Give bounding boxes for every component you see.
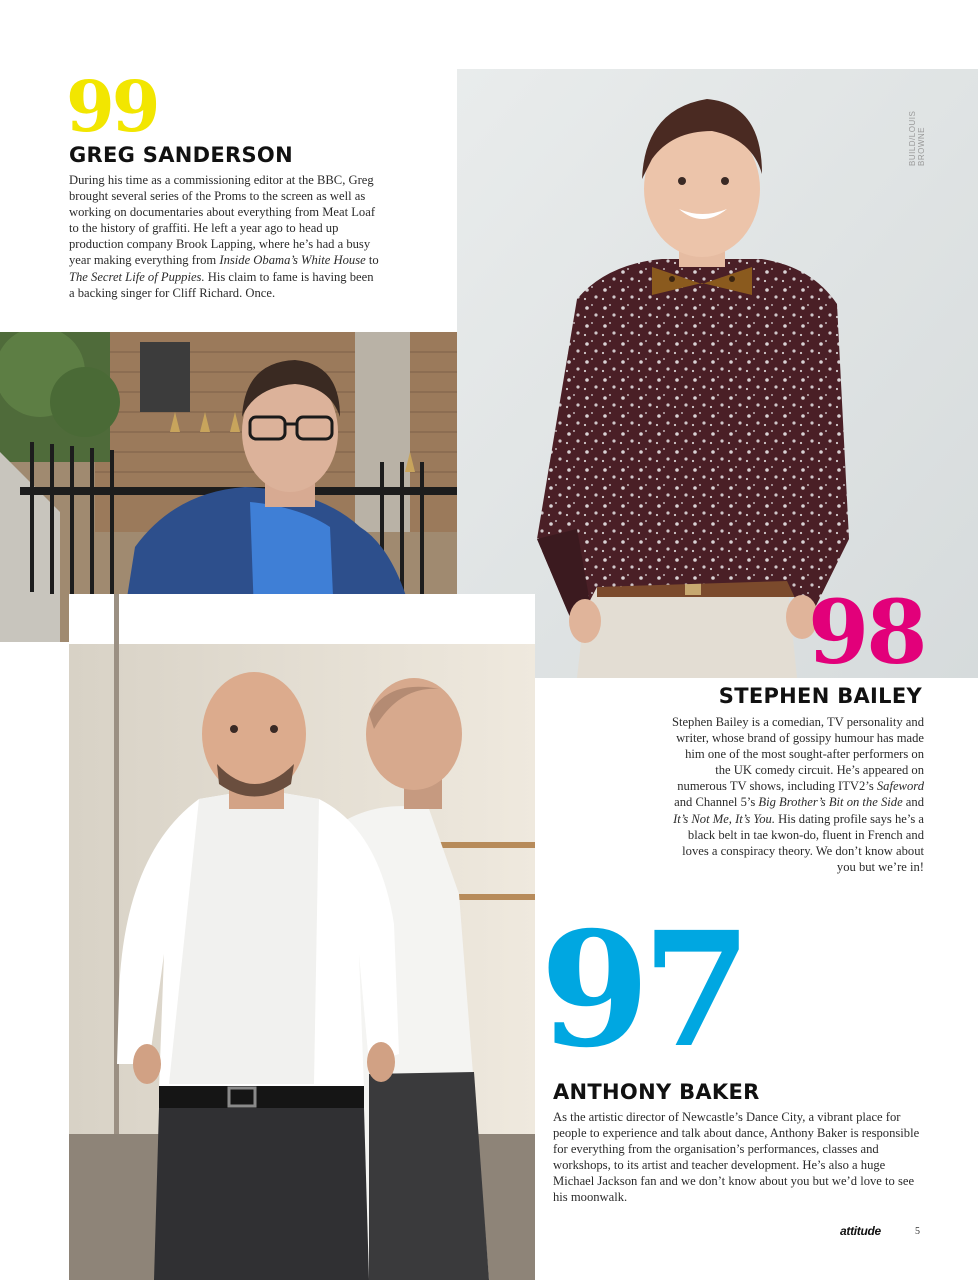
entry-bio-anthony-baker xyxy=(553,1109,925,1206)
bio-text-run: and xyxy=(902,795,924,810)
bio-text-run: to xyxy=(365,253,379,268)
bio-text-run: As the artistic director of Newcastle’s Dance City, a vibrant place for people to experience and talk about dance, Anthony Baker is responsible for everything from the organisation’s performances, classes and workshops, to its artist and teacher development. He’s also a huge Michael Jackson fan and we don’t know about you but we’d love to see his moonwalk. xyxy=(553,1110,920,1205)
bio-text-run: His dating profile says he’s a black belt in tae kwon-do, fluent in French and loves a conspiracy theory. We don’t know about you but we’re in! xyxy=(682,811,924,874)
bio-title-italic: Big Brother’s Bit on the Side xyxy=(758,795,903,810)
bio-text-run: Stephen Bailey is a comedian, TV personality and writer, whose brand of gossipy humour has made him one of the most sought-after performers on the UK comedy circuit. He’s appeared on numerous TV shows, including ITV2’s xyxy=(671,715,924,794)
bio-title-italic: It’s Not Me, It’s You. xyxy=(673,811,775,826)
photo-anthony-baker xyxy=(69,594,535,1280)
photo-credit: BUILD/LOUIS BROWNE xyxy=(908,110,926,166)
bio-title-italic: Inside Obama’s White House xyxy=(219,253,366,268)
bio-title-italic: Safeword xyxy=(876,779,924,794)
entry-bio-stephen-bailey xyxy=(668,714,924,875)
rank-number-99: 99 xyxy=(66,65,158,148)
bio-text-run: and Channel 5’s xyxy=(674,795,759,810)
entry-name-anthony-baker: ANTHONY BAKER xyxy=(553,1080,760,1104)
entry-name-stephen-bailey: STEPHEN BAILEY xyxy=(718,684,922,708)
rank-number-97: 97 xyxy=(540,898,744,1083)
entry-bio-greg-sanderson xyxy=(69,172,381,301)
bio-text-run: During his time as a commissioning editor at the BBC, Greg brought several series of the Proms to the screen as well as working on documentaries about everything from Meat Loaf to the history of graffiti. He left a year ago to head up production company Brook Lapping, where he’s had a busy year making everything from xyxy=(69,173,376,268)
bio-title-italic: The Secret Life of Puppies. xyxy=(69,269,205,284)
magazine-brand: attitude xyxy=(840,1224,881,1238)
bio-text-run: His claim to fame is having been a backing singer for Cliff Richard. Once. xyxy=(69,269,374,300)
entry-name-greg-sanderson: GREG SANDERSON xyxy=(69,143,293,167)
rank-number-98: 98 xyxy=(808,580,925,684)
page-number: 5 xyxy=(915,1226,920,1237)
